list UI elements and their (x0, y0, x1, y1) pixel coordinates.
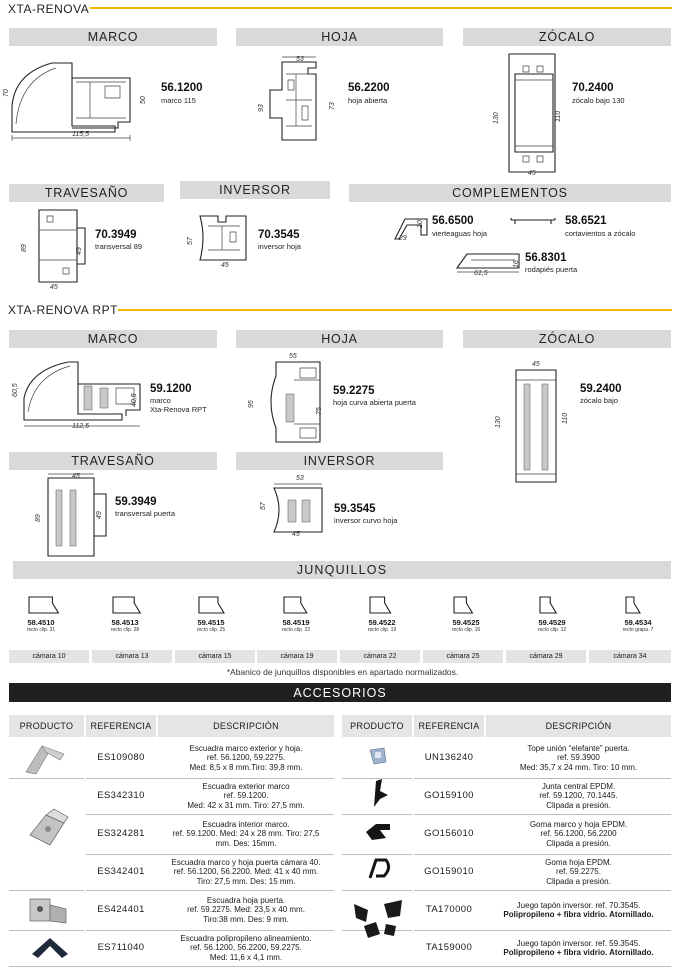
table-row-divider (86, 890, 334, 891)
section-header-inversor: INVERSOR (180, 181, 330, 199)
description-line: Escuadra polipropileno alineamiento. (180, 933, 312, 943)
dim-label: 49 (96, 511, 103, 519)
column-header-referencia: REFERENCIA (414, 715, 484, 737)
column-header-producto: PRODUCTO (342, 715, 412, 737)
description-line: Clipada a presión. (546, 876, 611, 886)
gasket-icon (364, 820, 394, 844)
junquillo-profile-drawing (450, 593, 486, 617)
junquillo-item (431, 618, 501, 633)
dim-label: 110 (562, 412, 569, 424)
description-line: ref. 59.3900 (557, 753, 600, 763)
description-line: Escuadra interior marco. (202, 819, 290, 829)
dim-label: 45 (72, 473, 80, 480)
accessory-description (486, 738, 671, 778)
series-divider (118, 309, 672, 311)
dim-label: 75 (316, 407, 323, 415)
description-line: Med: 35,7 x 24 mm. Tiro: 10 mm. (519, 762, 638, 772)
description-line: Escuadra hoja puerta. (206, 895, 286, 905)
junquillo-ref: 58.4513 (111, 618, 139, 627)
description-line: Juego tapón inversor. ref. 70.3545. (516, 900, 641, 910)
dim-label: 130 (493, 112, 500, 124)
accessory-code: ES109080 (97, 752, 145, 764)
profile-ref: 59.3545 (334, 503, 376, 515)
description-line: Med: 11,6 x 4,1 mm. (209, 952, 283, 962)
description-line: Med: 8,5 x 8 mm.Tiro: 39,8 mm. (189, 762, 303, 772)
description-line: Escuadra marco exterior y hoja. (189, 743, 303, 753)
dim-label: 45 (528, 170, 536, 177)
accessory-description (158, 738, 334, 778)
junquillo-item (603, 618, 673, 633)
accessory-description (486, 814, 671, 854)
dim-label: 20 (417, 220, 424, 228)
junquillo-clip: recto clip. 12 (537, 627, 567, 633)
profile-desc: rodapiés puerta (525, 265, 578, 274)
accessory-description (158, 814, 334, 854)
profile-desc: hoja abierta (348, 96, 388, 105)
profile-ref: 56.6500 (432, 215, 474, 227)
profile-desc: Xta-Renova RPT (150, 405, 207, 414)
table-row-divider (414, 778, 671, 779)
description-line: Goma hoja EPDM. (545, 857, 612, 867)
section-header-inversor: INVERSOR (236, 452, 443, 470)
column-header-descripcion: DESCRIPCIÓN (486, 715, 671, 737)
dim-label: 49 (76, 247, 83, 255)
profile-desc: marco (150, 396, 171, 405)
junquillo-item (517, 618, 587, 633)
profile-drawing-70-2400 (503, 52, 563, 182)
dim-label: 60,5 (12, 383, 19, 397)
dim-label: 45 (221, 262, 229, 269)
accessory-code: ES424401 (97, 904, 145, 916)
column-header-producto: PRODUCTO (9, 715, 84, 737)
column-header-referencia: REFERENCIA (86, 715, 156, 737)
table-row-divider (414, 930, 671, 931)
table-row-divider (414, 854, 671, 855)
profile-ref: 58.6521 (565, 215, 607, 227)
dim-label: 110 (555, 110, 562, 122)
gasket-icon (366, 856, 394, 882)
dim-label: 29 (399, 235, 407, 242)
description-line: Polipropileno + fibra vidrio. Atornillado. (503, 948, 654, 957)
junquillo-ref: 58.4519 (282, 618, 310, 627)
section-header-junquillos: JUNQUILLOS (13, 561, 671, 579)
description-line: Juego tapón inversor. ref. 59.3545. (516, 938, 641, 948)
profile-desc: marco 115 (161, 96, 196, 105)
dim-label: 53 (296, 56, 304, 63)
corner-bracket-icon (20, 740, 70, 776)
profile-drawing-56-2200 (268, 60, 348, 150)
profile-desc: inversor hoja (258, 242, 301, 251)
section-header-travesano: TRAVESAÑO (9, 184, 164, 202)
table-row-divider (86, 814, 334, 815)
junquillo-item (90, 618, 160, 633)
junquillo-clip: recto clip. 19 (367, 627, 397, 633)
description-line: Med: 42 x 31 mm. Tiro: 27,5 mm. (187, 800, 305, 810)
profile-desc: transversal 89 (95, 242, 143, 251)
accessory-code: GO156010 (424, 828, 474, 840)
stop-joint-icon (366, 744, 390, 768)
accessory-description (486, 890, 671, 930)
accessory-description (158, 930, 334, 966)
dim-label: 45 (292, 531, 300, 538)
accessory-description (486, 778, 671, 814)
camara-label: cámara 19 (257, 650, 337, 663)
description-line: ref. 56.1200, 56.2200 (540, 829, 617, 839)
profile-ref: 59.3949 (115, 496, 157, 508)
junquillo-ref: 59.4534 (624, 618, 652, 627)
section-header-zocalo: ZÓCALO (463, 28, 671, 46)
description-line: Goma marco y hoja EPDM. (529, 819, 628, 829)
junquillo-clip: recto clip. 25 (196, 627, 226, 633)
accessory-code: TA159000 (425, 942, 473, 954)
junquillo-ref: 59.4515 (197, 618, 225, 627)
dim-label: 89 (35, 514, 42, 522)
dim-label: 45 (532, 361, 540, 368)
accessory-code: ES342401 (97, 866, 145, 878)
dim-label: 70 (3, 89, 10, 97)
dim-label: 61,5 (474, 270, 488, 277)
profile-desc: cortavientos a zócalo (565, 229, 636, 238)
description-line: Junta central EPDM. (541, 781, 616, 791)
series-divider (90, 7, 672, 9)
description-line: Clipada a presión. (546, 838, 611, 848)
junquillo-profile-drawing (195, 593, 231, 617)
accessory-description (486, 854, 671, 890)
description-line: ref. 59.1200. (223, 791, 269, 801)
accessory-description (158, 854, 334, 890)
dim-label: 40,5 (131, 393, 138, 407)
accessory-code: ES342310 (97, 790, 145, 802)
junquillo-profile-drawing (536, 593, 572, 617)
junquillo-item (6, 618, 76, 633)
profile-drawing-59-3545 (270, 482, 330, 542)
alignment-corner-icon (28, 932, 72, 962)
description-line: ref. 59.1200. Med: 24 x 28 mm. Tiro: 27,5 (172, 829, 320, 839)
dim-label: 57 (260, 502, 267, 510)
camara-label: cámara 15 (175, 650, 255, 663)
description-line: ref. 56.1200, 56.2200, 59.2275. (190, 943, 302, 953)
description-line: Escuadra exterior marco (202, 781, 290, 791)
junquillo-clip: recto grapa. 7 (622, 627, 654, 633)
dim-label: 130 (495, 416, 502, 428)
accessory-description (486, 930, 671, 966)
accessory-code: GO159100 (424, 790, 474, 802)
junquillo-clip: recto clip. 28 (110, 627, 140, 633)
description-line: Tiro: 27,5 mm. Des: 15 mm. (196, 876, 296, 886)
junquillo-item (261, 618, 331, 633)
junquillo-ref: 59.4529 (538, 618, 566, 627)
profile-ref: 59.1200 (150, 383, 192, 395)
profile-desc: transversal puerta (115, 509, 176, 518)
camara-label: cámara 29 (506, 650, 586, 663)
section-header-marco: MARCO (9, 330, 217, 348)
profile-drawing-59-2275 (264, 358, 334, 453)
column-header-descripcion: DESCRIPCIÓN (158, 715, 334, 737)
description-line: Escuadra marco y hoja puerta cámara 40. (171, 857, 321, 867)
dim-label: 95 (248, 400, 255, 408)
corner-bracket-icon (24, 805, 72, 849)
description-line: mm. Des: 15mm. (215, 838, 277, 848)
table-row-divider (86, 778, 334, 779)
section-header-marco: MARCO (9, 28, 217, 46)
junquillo-ref: 58.4510 (27, 618, 55, 627)
table-row-divider (86, 930, 334, 931)
description-line: Tope unión “elefante” puerta. (527, 743, 630, 753)
accessory-code: UN136240 (424, 752, 474, 764)
junquillos-note: *Abanico de junquillos disponibles en apartado normalizados. (226, 667, 459, 677)
table-row-divider (342, 814, 412, 815)
description-line: Tiro:38 mm. Des: 9 mm. (203, 914, 289, 924)
junquillo-item (347, 618, 417, 633)
table-row-divider (86, 854, 334, 855)
section-header-hoja: HOJA (236, 28, 443, 46)
section-header-travesano: TRAVESAÑO (9, 452, 217, 470)
dim-label: 89 (21, 244, 28, 252)
description-line: Clipada a presión. (546, 800, 611, 810)
accessory-code: TA170000 (425, 904, 473, 916)
table-row-divider (9, 890, 84, 891)
gasket-icon (368, 777, 392, 811)
table-row-divider (414, 890, 671, 891)
profile-drawing-58-6521 (509, 216, 559, 226)
section-header-hoja: HOJA (236, 330, 443, 348)
dim-label: 115,5 (72, 131, 89, 138)
dim-label: 57 (187, 237, 194, 245)
profile-ref: 56.8301 (525, 252, 567, 264)
camara-label: cámara 34 (589, 650, 671, 663)
junquillo-ref: 59.4522 (368, 618, 396, 627)
junquillo-item (176, 618, 246, 633)
profile-ref: 56.1200 (161, 82, 203, 94)
profile-desc: vierteaguas hoja (432, 229, 488, 238)
profile-desc: inversor curvo hoja (334, 516, 398, 525)
dim-label: 112,5 (72, 423, 89, 430)
profile-ref: 70.3949 (95, 229, 137, 241)
profile-desc: hoja curva abierta puerta (333, 398, 416, 407)
profile-ref: 59.2400 (580, 383, 622, 395)
profile-ref: 56.2200 (348, 82, 390, 94)
profile-desc: zócalo bajo 130 (572, 96, 625, 105)
camara-label: cámara 25 (423, 650, 503, 663)
profile-ref: 59.2275 (333, 385, 375, 397)
section-header-accesorios: ACCESORIOS (9, 683, 671, 702)
accessory-code: GO159010 (424, 866, 474, 878)
table-bottom-rule (9, 966, 671, 967)
dim-label: 73 (329, 102, 336, 110)
description-line: ref. 59.1200, 70.1445. (539, 791, 618, 801)
section-header-zocalo: ZÓCALO (463, 330, 671, 348)
profile-drawing-59-3949 (44, 472, 114, 562)
series-title-xta-renova: XTA-RENOVA (8, 2, 90, 16)
accessory-code: ES324281 (97, 828, 145, 840)
junquillo-profile-drawing (366, 593, 402, 617)
profile-desc: zócalo bajo (580, 396, 618, 405)
table-row-divider (342, 890, 412, 891)
junquillo-profile-drawing (25, 593, 61, 617)
dim-label: 53 (296, 475, 304, 482)
camara-label: cámara 22 (340, 650, 420, 663)
junquillo-profile-drawing (109, 593, 145, 617)
description-line: ref. 56.1200, 56.2200. Med: 41 x 40 mm. (173, 867, 319, 877)
camara-label: cámara 10 (9, 650, 89, 663)
junquillo-profile-drawing (280, 593, 316, 617)
junquillo-clip: recto clip. 16 (451, 627, 481, 633)
table-row-divider (342, 854, 412, 855)
inverter-cap-icon (350, 894, 408, 944)
profile-ref: 70.3545 (258, 229, 300, 241)
junquillo-ref: 59.4525 (452, 618, 480, 627)
description-line: ref. 56.1200, 59.2275. (206, 753, 286, 763)
profile-ref: 70.2400 (572, 82, 614, 94)
junquillo-clip: recto clip. 31 (26, 627, 56, 633)
dim-label: 16 (513, 260, 520, 268)
dim-label: 45 (50, 284, 58, 291)
profile-drawing-59-2400 (510, 366, 570, 491)
dim-label: 50 (140, 96, 147, 104)
description-line: ref. 59.2275. Med: 23,5 x 40 mm. (187, 905, 305, 915)
table-row-divider (9, 930, 84, 931)
junquillo-profile-drawing (622, 593, 658, 617)
table-row-divider (414, 814, 671, 815)
corner-bracket-icon (24, 893, 72, 927)
dim-label: 55 (289, 353, 297, 360)
description-line: ref. 59.2275. (556, 867, 601, 877)
junquillo-clip: recto clip. 22 (281, 627, 311, 633)
description-line: Polipropileno + fibra vidrio. Atornillado. (503, 910, 654, 919)
table-row-divider (9, 778, 84, 779)
dim-label: 93 (258, 104, 265, 112)
accessory-description (158, 778, 334, 814)
accessory-description (158, 890, 334, 930)
camara-label: cámara 13 (92, 650, 172, 663)
accessory-code: ES711040 (97, 942, 145, 954)
section-header-complementos: COMPLEMENTOS (349, 184, 671, 202)
series-title-xta-renova-rpt: XTA-RENOVA RPT (8, 303, 118, 317)
